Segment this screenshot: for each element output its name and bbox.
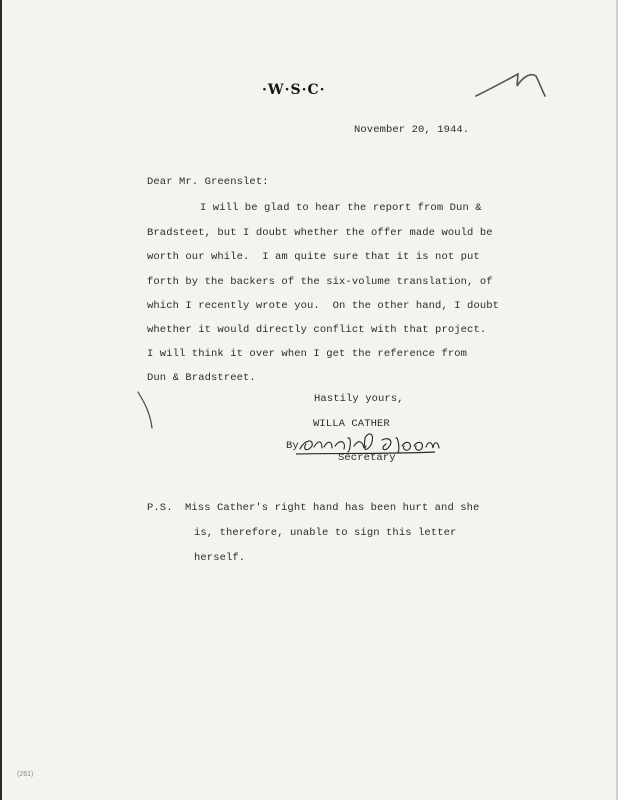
secretary-label: Secretary	[338, 452, 396, 464]
postscript-line: Miss Cather's right hand has been hurt and she	[185, 502, 480, 514]
body-line: worth our while. I am quite sure that it is not put	[147, 251, 480, 263]
by-label: By	[286, 440, 299, 452]
letterhead-monogram: ·W·S·C·	[262, 82, 326, 98]
letter-date: November 20, 1944.	[354, 124, 470, 136]
body-line: I will think it over when I get the reference from	[147, 348, 468, 360]
body-line: I will be glad to hear the report from Dun &	[200, 202, 482, 214]
postscript-line: is, therefore, unable to sign this letter	[194, 527, 457, 539]
body-line: which I recently wrote you. On the other hand, I doubt	[147, 300, 500, 312]
body-line: forth by the backers of the six-volume translation, of	[147, 276, 493, 288]
postscript-line: herself.	[194, 552, 246, 564]
postscript-label: P.S.	[147, 502, 173, 514]
body-line: whether it would directly conflict with that project.	[147, 324, 487, 336]
handwritten-signature	[2, 0, 618, 800]
body-line: Dun & Bradstreet.	[147, 372, 256, 384]
salutation: Dear Mr. Greenslet:	[147, 176, 269, 188]
signer-name: WILLA CATHER	[313, 418, 390, 430]
closing: Hastily yours,	[314, 393, 404, 405]
body-line: Bradsteet, but I doubt whether the offer made would be	[147, 227, 493, 239]
archive-number: (261)	[17, 771, 34, 778]
